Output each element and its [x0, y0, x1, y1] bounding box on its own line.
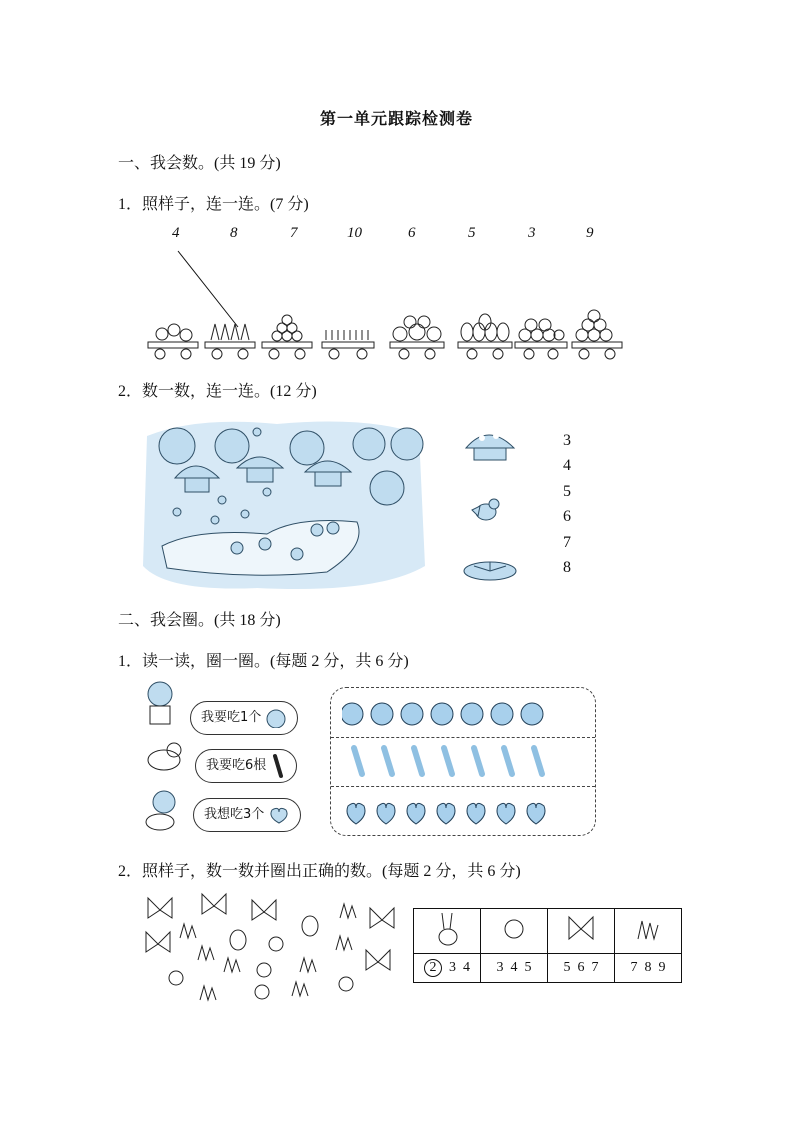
option-number[interactable]: 4	[463, 960, 470, 975]
option-number[interactable]: 3	[496, 960, 504, 975]
q2-2-label: 2．照样子，数一数并圈出正确的数。(每题 2 分，共 6 分)	[118, 863, 521, 880]
speech-bubble	[193, 798, 301, 832]
option-number[interactable]: 7	[591, 960, 599, 975]
choice-number[interactable]: 7	[563, 534, 571, 551]
section1-heading: 一、我会数。(共 19 分)	[118, 155, 281, 172]
table-cell	[414, 909, 481, 954]
bubble-text: 我要吃1个	[201, 710, 262, 725]
bird-icon	[466, 492, 506, 528]
option-number[interactable]: 4	[510, 960, 518, 975]
circled-answer[interactable]: 2	[424, 959, 442, 977]
number-label: 5	[468, 225, 476, 241]
cart-icon	[390, 316, 444, 359]
apple-icon	[342, 703, 543, 725]
number-label: 6	[408, 225, 416, 241]
characters-picture	[138, 680, 188, 840]
page-title: 第一单元跟踪检测卷	[319, 109, 473, 128]
section2-heading: 二、我会圈。(共 18 分)	[118, 612, 281, 629]
animals-picture	[140, 888, 402, 1006]
cart-icon	[148, 324, 198, 359]
mushroom-icon	[462, 424, 522, 464]
speech-bubble	[190, 701, 298, 735]
bone-icon	[354, 748, 542, 774]
apple-icon	[265, 708, 287, 728]
grass-icon	[180, 904, 356, 1000]
bubble-text: 我要吃6根	[206, 758, 267, 773]
example-line	[178, 251, 238, 327]
table-row-options	[481, 954, 548, 983]
lily-pad-icon	[460, 558, 520, 584]
q1-2-label: 2．数一数，连一连。(12 分)	[118, 383, 317, 400]
table-cell	[615, 909, 682, 954]
choice-number[interactable]: 8	[563, 559, 571, 576]
frog-icon	[169, 937, 353, 999]
option-number[interactable]: 8	[644, 960, 652, 975]
bone-icon	[270, 753, 286, 779]
butterfly-icon	[565, 911, 597, 947]
count-table	[413, 908, 682, 983]
cart-icon	[262, 315, 312, 359]
cart-row	[140, 245, 630, 365]
number-label: 9	[586, 225, 594, 241]
number-label: 8	[230, 225, 238, 241]
cart-icon	[515, 319, 567, 359]
table-row-options	[615, 954, 682, 983]
rabbit-icon	[230, 916, 318, 950]
table-row-options	[414, 954, 481, 983]
speech-bubble	[195, 749, 297, 783]
option-number[interactable]: 3	[449, 960, 456, 975]
cart-icon	[458, 314, 512, 359]
bubble-text: 我想吃3个	[204, 807, 265, 822]
choice-number[interactable]: 3	[563, 432, 571, 449]
cart-icon	[572, 310, 622, 359]
grass-icon	[632, 911, 664, 947]
cat-icon	[146, 791, 175, 830]
choice-number[interactable]: 6	[563, 508, 571, 525]
choice-number[interactable]: 5	[563, 483, 571, 500]
pond-scene-picture	[137, 416, 427, 594]
option-number[interactable]: 6	[577, 960, 585, 975]
number-label: 3	[528, 225, 536, 241]
option-number[interactable]: 5	[524, 960, 532, 975]
q2-1-label: 1．读一读，圈一圈。(每题 2 分，共 6 分)	[118, 653, 409, 670]
number-label: 4	[172, 225, 180, 241]
dog-icon	[148, 743, 181, 770]
q1-1-label: 1．照样子，连一连。(7 分)	[118, 196, 309, 213]
number-label: 7	[290, 225, 298, 241]
option-number[interactable]: 9	[658, 960, 666, 975]
rabbit-icon	[432, 911, 462, 947]
frog-icon	[499, 911, 529, 947]
option-number[interactable]: 5	[563, 960, 571, 975]
table-cell	[481, 909, 548, 954]
option-number[interactable]: 7	[630, 960, 638, 975]
butterfly-icon	[146, 894, 394, 970]
peach-icon	[347, 803, 545, 824]
cart-icon	[322, 330, 374, 359]
table-cell	[548, 909, 615, 954]
table-row-options	[548, 954, 615, 983]
number-label: 10	[347, 225, 362, 241]
cart-icon	[205, 324, 255, 359]
boy-icon	[148, 682, 172, 724]
peach-icon	[268, 805, 290, 825]
choice-number[interactable]: 4	[563, 457, 571, 474]
item-rows	[342, 696, 582, 830]
